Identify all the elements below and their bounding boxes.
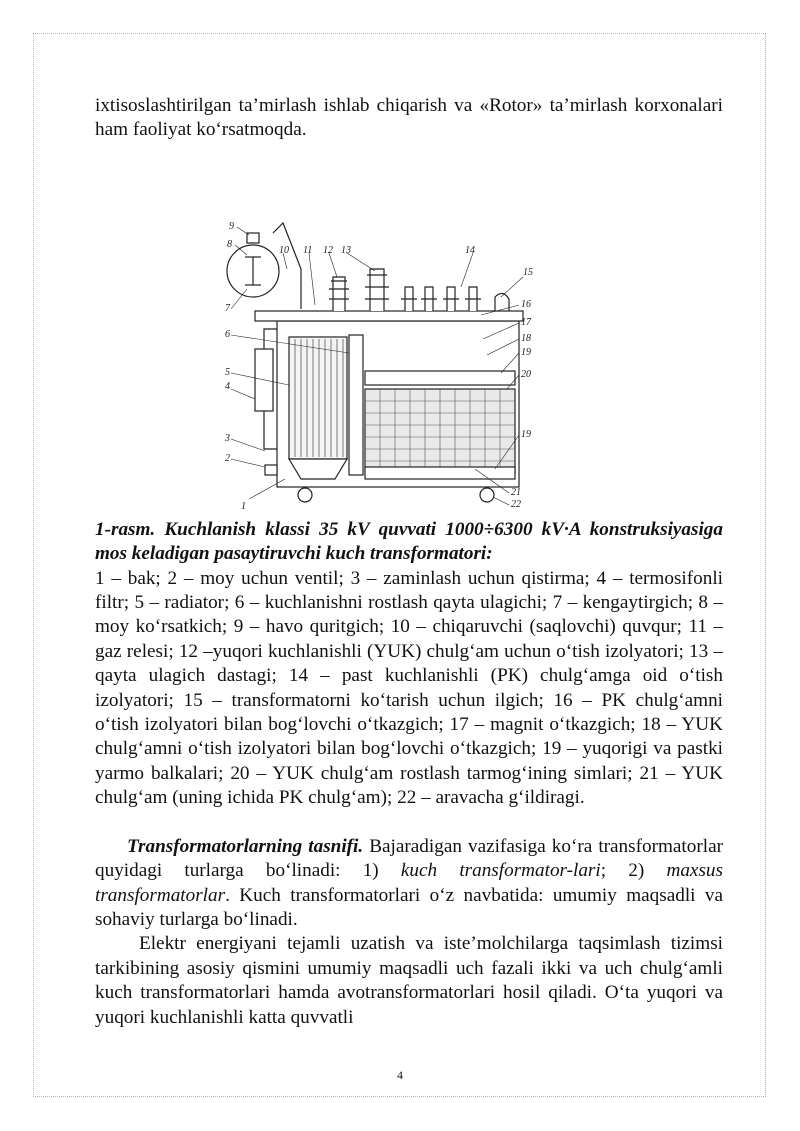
intro-paragraph: ixtisoslashtirilgan taʼmirlash ishlab chiqarish va «Rotor» taʼmirlash korxonalari ham faoliyat koʻrsatmoqda. (95, 95, 723, 141)
term-power-transformers: kuch transformator-lari (400, 860, 601, 882)
figure-label-20: 20 (521, 368, 531, 380)
figure-label-17: 17 (521, 316, 531, 328)
classification-text-a: Bajaradigan vazifasiga koʻra transformatorlar quyidagi turlarga boʻlinadi: 1) (95, 835, 723, 882)
radiator (289, 337, 347, 459)
wheel-left (298, 488, 312, 502)
tap-changer (349, 335, 363, 475)
top-cover (255, 311, 523, 321)
hv-bushing-2 (365, 269, 389, 311)
figure-label-15: 15 (523, 266, 533, 278)
figure-label-1: 1 (241, 500, 246, 512)
figure-label-16: 16 (521, 298, 531, 310)
figure-label-12: 12 (323, 244, 333, 256)
figure-label-4: 4 (225, 380, 230, 392)
figure-legend: 1 – bak; 2 – moy uchun ventil; 3 – zaminlash uchun qistirma; 4 – termosifonli filtr; 5 – radiator; 6 – kuchlanishni rostlash qayta ulagichi; 7 – kengaytirgich; 8 – moy koʻrsatkich; 9 – havo quritgich; 10 – chiqaruvchi (saqlovchi) quvqur; 11 – gaz relesi; 12 –yuqori kuchlanishli (YUK) chulgʻam uchun oʻtish izolyatori; 13 – qayta ulagich dastagi; 14 – past kuchlanishli (PK) chulgʻamga oid oʻtish izolyatori; 15 – transformatorni koʻtarish uchun ilgich; 16 – PK chulgʻamni oʻtish izolyatori bilan bogʻlovchi oʻtkazgich; 17 – magnit oʻtkazgich; 18 – YUK chulgʻamni oʻtish izolyatori bilan bogʻlovchi oʻtkazgich; 19 – yuqorigi va pastki yarmo balkalari; 20 – YUK chulgʻam rostlash tarmogʻining simlari; 21 – YUK chulgʻam (uning ichida PK chulgʻam); 22 – aravacha gʻildiragi. (95, 567, 723, 809)
lv-bushing-2 (421, 287, 437, 311)
section-heading: Transformatorlarning tasnifi. (127, 835, 364, 857)
classification-paragraph (95, 835, 723, 933)
page-number: 4 (397, 1068, 403, 1082)
upper-yoke-beam (365, 371, 515, 385)
lower-yoke-beam (365, 467, 515, 479)
figure-label-6: 6 (225, 328, 230, 340)
lv-bushing-1 (401, 287, 417, 311)
transformer-figure (95, 143, 723, 518)
figure-label-5: 5 (225, 366, 230, 378)
lv-bushing-4 (465, 287, 481, 311)
figure-label-14: 14 (465, 244, 475, 256)
energy-paragraph: Elektr energiyani tejamli uzatish va isteʼmolchilarga taqsimlash tizimsi tarkibining asosiy qismini umumiy maqsadli uch fazali ikki va uch chulgʻamli kuch transformatorlari hamda avotransformatorlari hosil qiladi. Oʻta yuqori va yuqori kuchlanishli katta quvvatli (95, 933, 723, 1028)
classification-text-c: . Kuch transformatorlari oʻz navbatida: umumiy maqsadli va sohaviy turlarga boʻlinadi. (95, 884, 723, 930)
figure-label-22: 22 (511, 498, 521, 510)
lv-bushing-3 (443, 287, 459, 311)
figure-label-9: 9 (229, 220, 234, 232)
figure-label-3: 3 (225, 432, 230, 444)
figure-label-19-lower: 19 (521, 428, 531, 440)
wheel-right (480, 488, 494, 502)
figure-label-13: 13 (341, 244, 351, 256)
figure-label-11: 11 (303, 244, 313, 256)
spacer (95, 811, 723, 835)
figure-label-7: 7 (225, 302, 230, 314)
classification-text-b: ; 2) (600, 860, 667, 882)
term-special-transformers: maxsus transformatorlar (95, 860, 723, 906)
hv-bushing-1 (329, 277, 349, 311)
figure-label-2: 2 (225, 452, 230, 464)
oil-valve (265, 465, 277, 475)
figure-label-8: 8 (227, 238, 232, 250)
figure-label-21: 21 (511, 486, 521, 498)
transformer-drawing (225, 149, 545, 513)
figure-label-18: 18 (521, 332, 531, 344)
page-content (95, 94, 723, 1030)
figure-caption-title: 1-rasm. Kuchlanish klassi 35 kV quvvati 1000÷6300 kV·A konstruksiyasiga mos keladigan pasaytiruvchi kuch transformatori: (95, 518, 723, 565)
figure-label-19-upper: 19 (521, 346, 531, 358)
figure-label-10: 10 (279, 244, 289, 256)
